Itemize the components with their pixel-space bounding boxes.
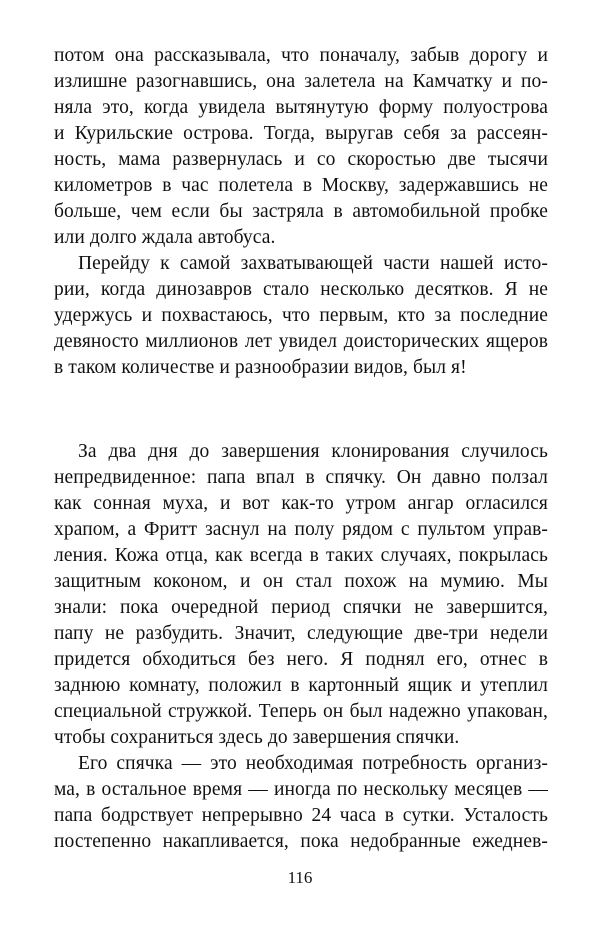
text-line: придется обходиться без него. Я поднял его, отнес в xyxy=(54,649,548,670)
text-line: в таком количестве и разнообразии видов, был я! xyxy=(54,357,467,378)
text-line: излишне разогнавшись, она залетела на Камчатку и по- xyxy=(54,71,548,92)
text-line: защитным коконом, и он стал похож на мумию. Мы xyxy=(54,571,548,592)
text-line: ма, в остальное время — иногда по нескольку месяцев — xyxy=(54,779,548,800)
text-line: километров в час полетела в Москву, задержавшись не xyxy=(54,175,548,196)
text-line: знали: пока очередной период спячки не завершится, xyxy=(54,597,548,618)
text-line: специальной стружкой. Теперь он был надежно упакован, xyxy=(54,701,548,722)
text-line: ность, мама развернулась и со скоростью две тысячи xyxy=(54,149,548,170)
text-line: чтобы сохраниться здесь до завершения спячки. xyxy=(54,727,460,748)
text-line: или долго ждала автобуса. xyxy=(54,227,276,248)
text-line: Перейду к самой захватывающей части нашей исто- xyxy=(78,253,548,274)
text-line: храпом, а Фритт заснул на полу рядом с пультом управ- xyxy=(54,519,548,540)
text-line: няла это, когда увидела вытянутую форму полуострова xyxy=(54,97,548,118)
page-number: 116 xyxy=(287,868,313,887)
text-line: девяносто миллионов лет увидел доисторических ящеров xyxy=(54,331,548,352)
text-line: постепенно накапливается, пока недобранные ежеднев- xyxy=(54,831,548,852)
text-line: ления. Кожа отца, как всегда в таких случаях, покрылась xyxy=(54,545,548,566)
text-line: удержусь и похвастаюсь, что первым, кто за последние xyxy=(54,305,548,326)
text-line: больше, чем если бы застряла в автомобильной пробке xyxy=(54,201,548,222)
text-line: заднюю комнату, положил в картонный ящик и утеплил xyxy=(54,675,548,696)
text-line: рии, когда динозавров стало несколько десятков. Я не xyxy=(54,279,548,300)
text-line: папа бодрствует непрерывно 24 часа в сутки. Усталость xyxy=(54,805,548,826)
text-line: папу не разбудить. Значит, следующие две-три недели xyxy=(54,623,548,644)
text-line: За два дня до завершения клонирования случилось xyxy=(78,441,548,462)
text-line: как сонная муха, и вот как-то утром ангар огласился xyxy=(54,493,548,514)
text-line: и Курильские острова. Тогда, выругав себя за рассеян- xyxy=(54,123,548,144)
text-line: Его спячка — это необходимая потребность организ- xyxy=(78,753,548,774)
text-line: потом она рассказывала, что поначалу, забыв дорогу и xyxy=(54,45,548,66)
text-line: непредвиденное: папа впал в спячку. Он давно ползал xyxy=(54,467,548,488)
